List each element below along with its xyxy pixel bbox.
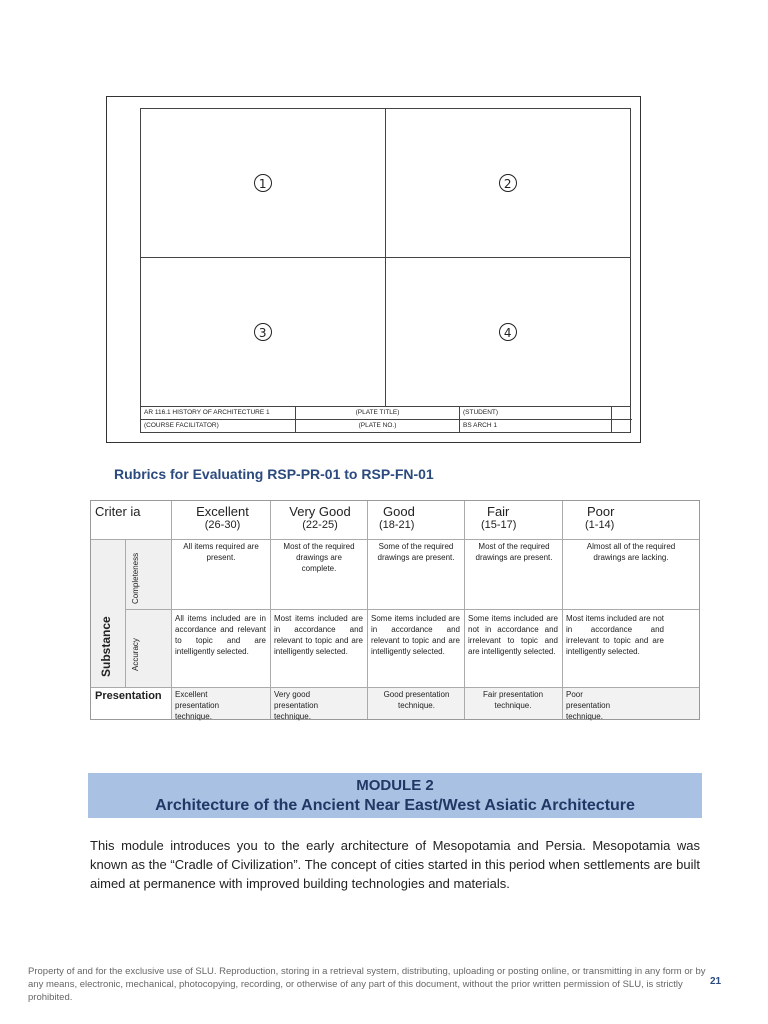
level-label: Very Good [289,504,351,519]
grid-line [91,539,699,540]
presentation-excellent: Excellent presentation technique. [175,690,220,721]
grid-line [125,539,126,687]
level-range: (22-25) [302,519,338,531]
module-number: MODULE 2 [356,777,434,794]
title-block-course: AR 116.1 HISTORY OF ARCHITECTURE 1 [141,407,296,420]
title-block-program: BS ARCH 1 [460,420,612,433]
completeness-good: Some of the required drawings are present. [377,542,455,562]
criteria-header: Criter ia [95,504,141,519]
plate-panel-2 [386,109,631,258]
panel-number-2: 2 [499,174,517,192]
level-header-poor [585,501,655,539]
title-block-plate-title: (PLATE TITLE) [296,407,460,420]
accuracy-excellent: All items included are in accordance and relevant to topic and are intelligently selected. [175,614,266,656]
page-number: 21 [710,976,722,987]
level-label: Poor [587,504,615,519]
level-header-excellent [175,501,270,539]
level-label: Excellent [196,504,249,519]
plate-panel-3 [141,258,386,407]
plate-panel-1 [141,109,386,258]
plate-panel-4 [386,258,631,407]
plate-layout-figure [106,96,641,443]
presentation-poor: Poor presentation technique. [566,690,611,721]
presentation-very-good: Very good presentation technique. [274,690,319,721]
copyright-footer: Property of and for the exclusive use of SLU. Reproduction, storing in a retrieval system, distributing, uploading or posting online, or transmitting in any form or by any means, electronic, mechanical, photocopying, recording, or otherwise of any part of this document, without the prior written permission of SLU, is strictly prohibited. [28,966,706,1003]
grid-line [125,609,699,610]
level-label: Fair [487,504,510,519]
rubric-table [90,500,700,720]
level-header-fair [481,501,551,539]
panel-number-1: 1 [254,174,272,192]
accuracy-poor: Most items included are not in accordance and irrelevant to topic and are intelligently selected. [566,614,664,656]
completeness-excellent: All items required are present. [183,542,259,562]
level-header-good [379,501,449,539]
title-block-student: (STUDENT) [460,407,612,420]
level-range: (15-17) [481,519,517,531]
grid-line [91,687,699,688]
accuracy-label: Accuracy [131,638,140,671]
plate-drawing-area [140,108,631,407]
level-range: (1-14) [585,519,615,531]
module-intro-paragraph: This module introduces you to the early architecture of Mesopotamia and Persia. Mesopotamia was known as the “Cradle of Civilization”. The concept of cities started in this period when settlements are built aimed at permanence with improved building technologies and materials. [90,838,700,891]
module-banner [88,773,702,818]
accuracy-good: Some items included are in accordance and relevant to topic and are intelligently selected. [371,614,460,656]
substance-label: Substance [99,616,113,677]
presentation-good: Good presentation technique. [383,690,450,710]
completeness-very-good: Most of the required drawings are complete. [283,542,355,573]
title-block-empty-1 [612,407,632,420]
accuracy-fair: Some items included are not in accordance and irrelevant to topic and are intelligently selected. [468,614,558,656]
plate-title-block [140,407,631,433]
level-label: Good [383,504,415,519]
accuracy-very-good: Most items included are in accordance and relevant to topic and are intelligently selected. [274,614,363,656]
level-range: (26-30) [204,519,241,531]
completeness-fair: Most of the required drawings are present. [475,542,553,562]
completeness-label: Completeness [131,552,140,604]
level-range: (18-21) [379,519,415,531]
module-title: Architecture of the Ancient Near East/West Asiatic Architecture [155,797,635,814]
presentation-fair: Fair presentation technique. [482,690,544,710]
presentation-label: Presentation [95,690,162,702]
level-header-very-good [273,501,367,539]
title-block-empty-2 [612,420,632,433]
rubric-title: Rubrics for Evaluating RSP-PR-01 to RSP-FN-01 [114,466,434,482]
title-block-plate-no: (PLATE NO.) [296,420,460,433]
title-block-facilitator: (COURSE FACILITATOR) [141,420,296,433]
panel-number-4: 4 [499,323,517,341]
panel-number-3: 3 [254,323,272,341]
completeness-poor: Almost all of the required drawings are lacking. [586,542,676,562]
